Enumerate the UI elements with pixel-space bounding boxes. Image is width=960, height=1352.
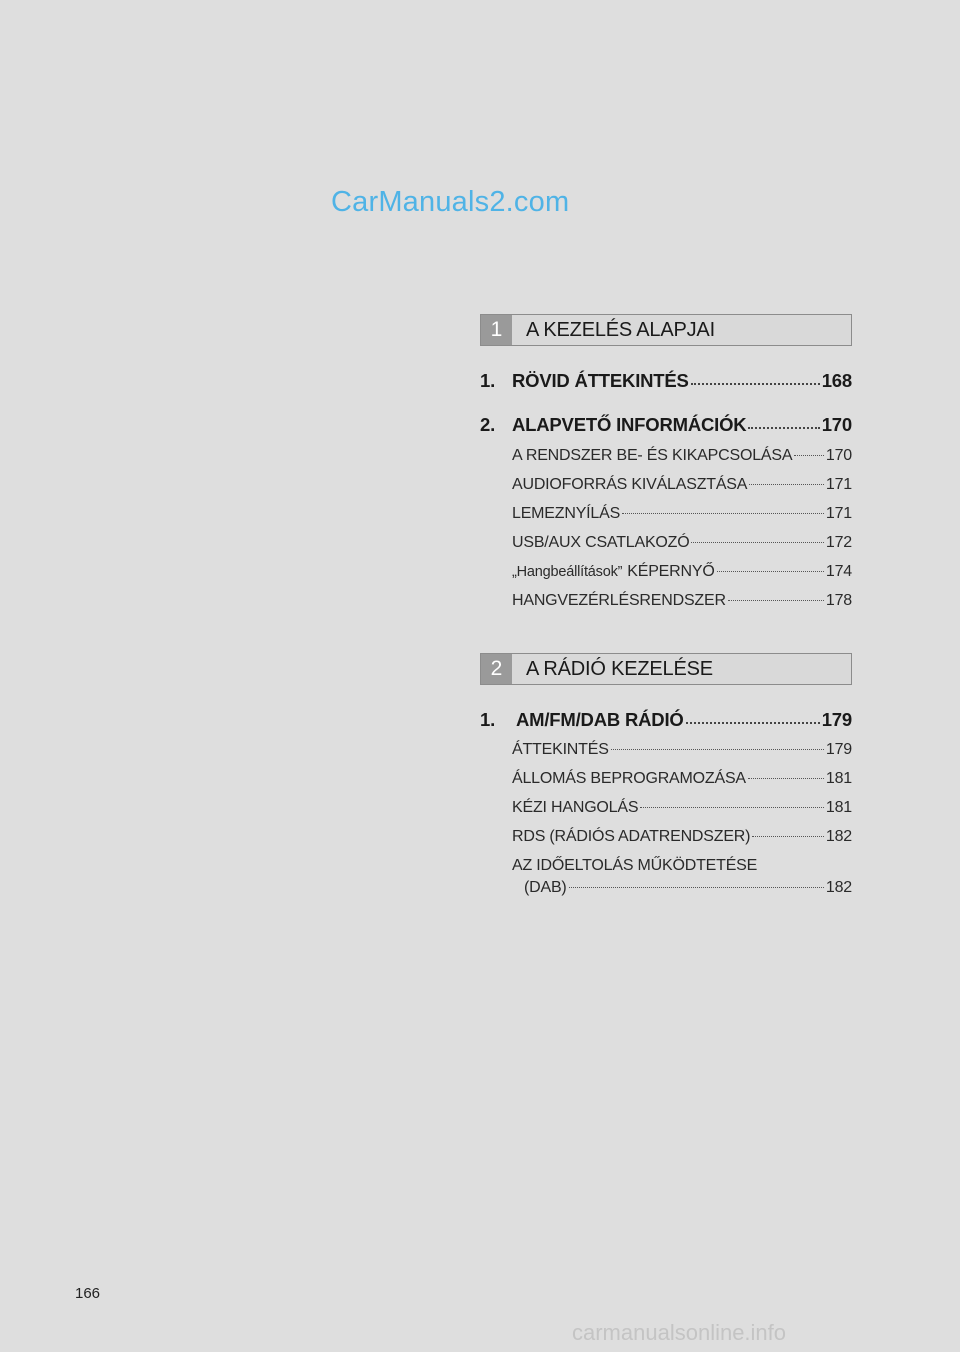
toc-chapter-1-2[interactable] — [480, 414, 852, 436]
entry-title: A RENDSZER BE- ÉS KIKAPCSOLÁSA — [512, 447, 793, 464]
entry-title: HANGVEZÉRLÉSRENDSZER — [512, 592, 726, 609]
entry-page: 182 — [825, 828, 852, 845]
entry-page: 172 — [825, 534, 852, 551]
dot-leader — [611, 749, 824, 750]
chapter-number: 1. — [480, 370, 496, 391]
entry-title: ÁTTEKINTÉS — [512, 741, 609, 758]
chapter-page: 179 — [821, 709, 852, 730]
chapter-page: 170 — [821, 414, 852, 435]
dot-leader — [691, 383, 820, 385]
dot-leader — [691, 542, 823, 543]
chapter-title: AM/FM/DAB RÁDIÓ — [516, 709, 684, 730]
dot-leader — [748, 427, 819, 429]
entry-page: 171 — [825, 505, 852, 522]
section-header-2 — [480, 653, 852, 685]
chapter-title: ALAPVETŐ INFORMÁCIÓK — [512, 414, 747, 435]
entry-page: 182 — [825, 879, 852, 896]
toc-entry[interactable] — [512, 476, 852, 494]
toc-entry[interactable] — [512, 592, 852, 610]
toc-chapter-1-1[interactable] — [480, 370, 852, 392]
dot-leader — [686, 722, 820, 724]
entry-title: RDS (RÁDIÓS ADATRENDSZER) — [512, 828, 751, 845]
toc-entry[interactable] — [512, 505, 852, 523]
section-number: 1 — [481, 315, 512, 345]
entry-title: KÉZI HANGOLÁS — [512, 799, 639, 816]
toc-entry[interactable] — [512, 741, 852, 759]
toc-entry[interactable] — [512, 828, 852, 846]
dot-leader — [752, 836, 824, 837]
toc-entry[interactable] — [512, 770, 852, 788]
dot-leader — [748, 778, 824, 779]
entry-title: LEMEZNYÍLÁS — [512, 505, 621, 522]
section-number: 2 — [481, 654, 512, 684]
entry-page: 178 — [825, 592, 852, 609]
section-header-1 — [480, 314, 852, 346]
section-title: A RÁDIÓ KEZELÉSE — [526, 658, 713, 680]
dot-leader — [749, 484, 824, 485]
page-number: 166 — [75, 1285, 101, 1302]
entry-title: KÉPERNYŐ — [627, 563, 715, 580]
dot-leader — [569, 887, 824, 888]
footer-watermark: carmanualsonline.info — [572, 1320, 787, 1345]
entry-page: 181 — [825, 799, 852, 816]
dot-leader — [728, 600, 824, 601]
entry-title: ÁLLOMÁS BEPROGRAMOZÁSA — [512, 770, 746, 787]
chapter-number: 1. — [480, 709, 496, 730]
entry-title: AUDIOFORRÁS KIVÁLASZTÁSA — [512, 476, 748, 493]
entry-page: 170 — [825, 447, 852, 464]
entry-title: (DAB) — [524, 879, 567, 896]
entry-page: 179 — [825, 741, 852, 758]
entry-title-quoted: „Hangbeállítások” — [512, 564, 623, 580]
toc-entry[interactable] — [512, 563, 852, 581]
toc-entry[interactable] — [524, 879, 852, 897]
entry-page: 181 — [825, 770, 852, 787]
toc-entry[interactable] — [512, 799, 852, 817]
entry-page: 174 — [825, 563, 852, 580]
toc-entry[interactable] — [512, 447, 852, 465]
dot-leader — [794, 455, 824, 456]
toc-entry[interactable] — [512, 534, 852, 552]
chapter-page: 168 — [821, 370, 852, 391]
section-title: A KEZELÉS ALAPJAI — [526, 319, 715, 341]
dot-leader — [717, 571, 824, 572]
entry-title: USB/AUX CSATLAKOZÓ — [512, 534, 690, 551]
dot-leader — [622, 513, 824, 514]
chapter-number: 2. — [480, 414, 496, 435]
toc-chapter-2-1[interactable] — [480, 709, 852, 731]
toc-entry-first-line[interactable]: AZ IDŐELTOLÁS MŰKÖDTETÉSE — [512, 857, 758, 874]
chapter-title: RÖVID ÁTTEKINTÉS — [512, 370, 689, 391]
dot-leader — [640, 807, 824, 808]
watermark-text: CarManuals2.com — [331, 186, 570, 218]
entry-page: 171 — [825, 476, 852, 493]
